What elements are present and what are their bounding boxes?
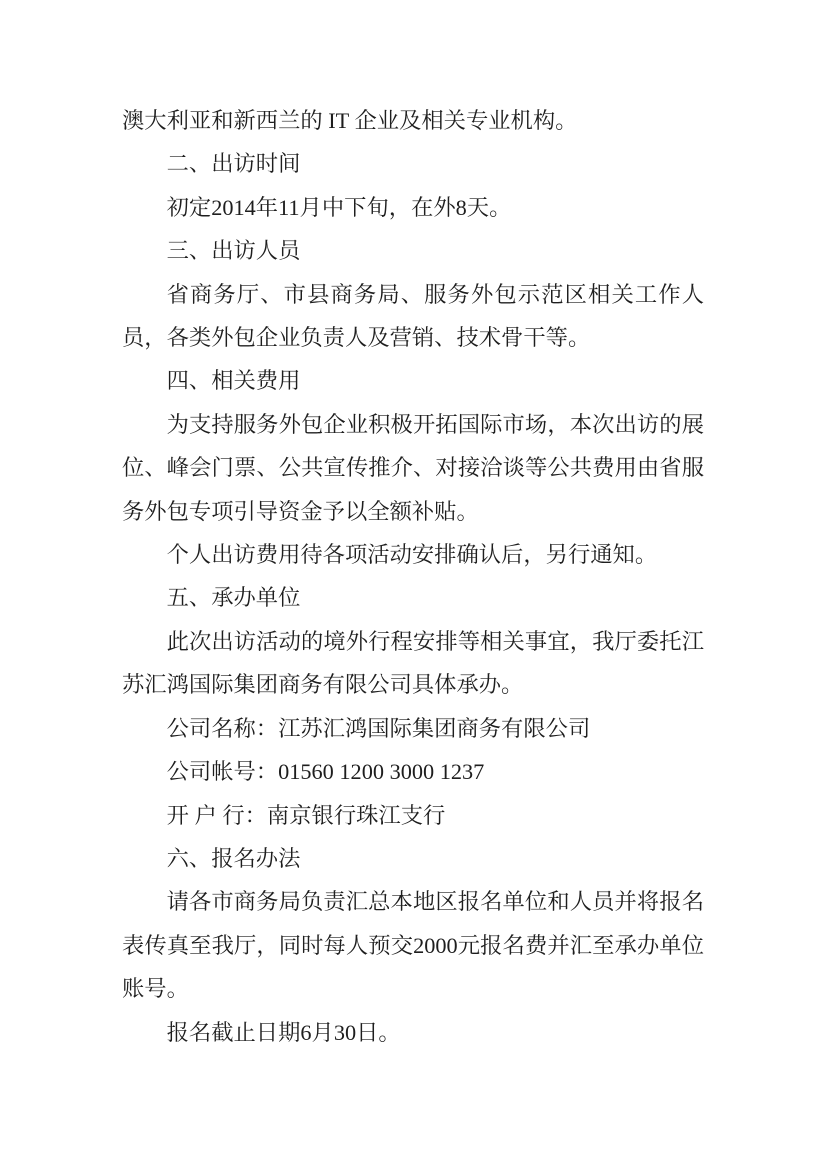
para-public-costs-subsidy: 为支持服务外包企业积极开拓国际市场，本次出访的展位、峰会门票、公共宣传推介、对接洽谈等公共费用由省服务外包专项引导资金予以全额补贴。	[122, 411, 704, 524]
para-organizer-intro: 此次出访活动的境外行程安排等相关事宜，我厅委托江苏汇鸿国际集团商务有限公司具体承办。	[122, 628, 704, 698]
para-registration-method: 请各市商务局负责汇总本地区报名单位和人员并将报名表传真至我厅，同时每人预交2000元报名费并汇至承办单位账号。	[122, 889, 704, 1002]
section-heading-delegation-members: 三、出访人员	[166, 238, 301, 264]
para-delegation-members: 省商务厅、市县商务局、服务外包示范区相关工作人员，各类外包企业负责人及营销、技术骨干等。	[122, 281, 704, 351]
para-bank-branch: 开 户 行：南京银行珠江支行	[166, 802, 446, 828]
para-company-account-number: 公司帐号：01560 1200 3000 1237	[166, 759, 485, 785]
para-company-name: 公司名称：江苏汇鸿国际集团商务有限公司	[166, 715, 591, 741]
section-heading-trip-time: 二、出访时间	[166, 151, 301, 177]
paragraph-continuation-target-organizations: 澳大利亚和新西兰的 IT 企业及相关专业机构。	[122, 108, 578, 133]
document-body	[122, 99, 704, 1054]
section-heading-registration-method: 六、报名办法	[166, 845, 301, 871]
para-trip-time: 初定2014年11月中下旬，在外8天。	[166, 194, 512, 220]
para-personal-costs-notice: 个人出访费用待各项活动安排确认后，另行通知。	[166, 542, 658, 568]
section-heading-related-costs: 四、相关费用	[166, 368, 301, 394]
para-registration-deadline: 报名截止日期6月30日。	[166, 1019, 401, 1045]
section-heading-organizer: 五、承办单位	[166, 585, 301, 611]
